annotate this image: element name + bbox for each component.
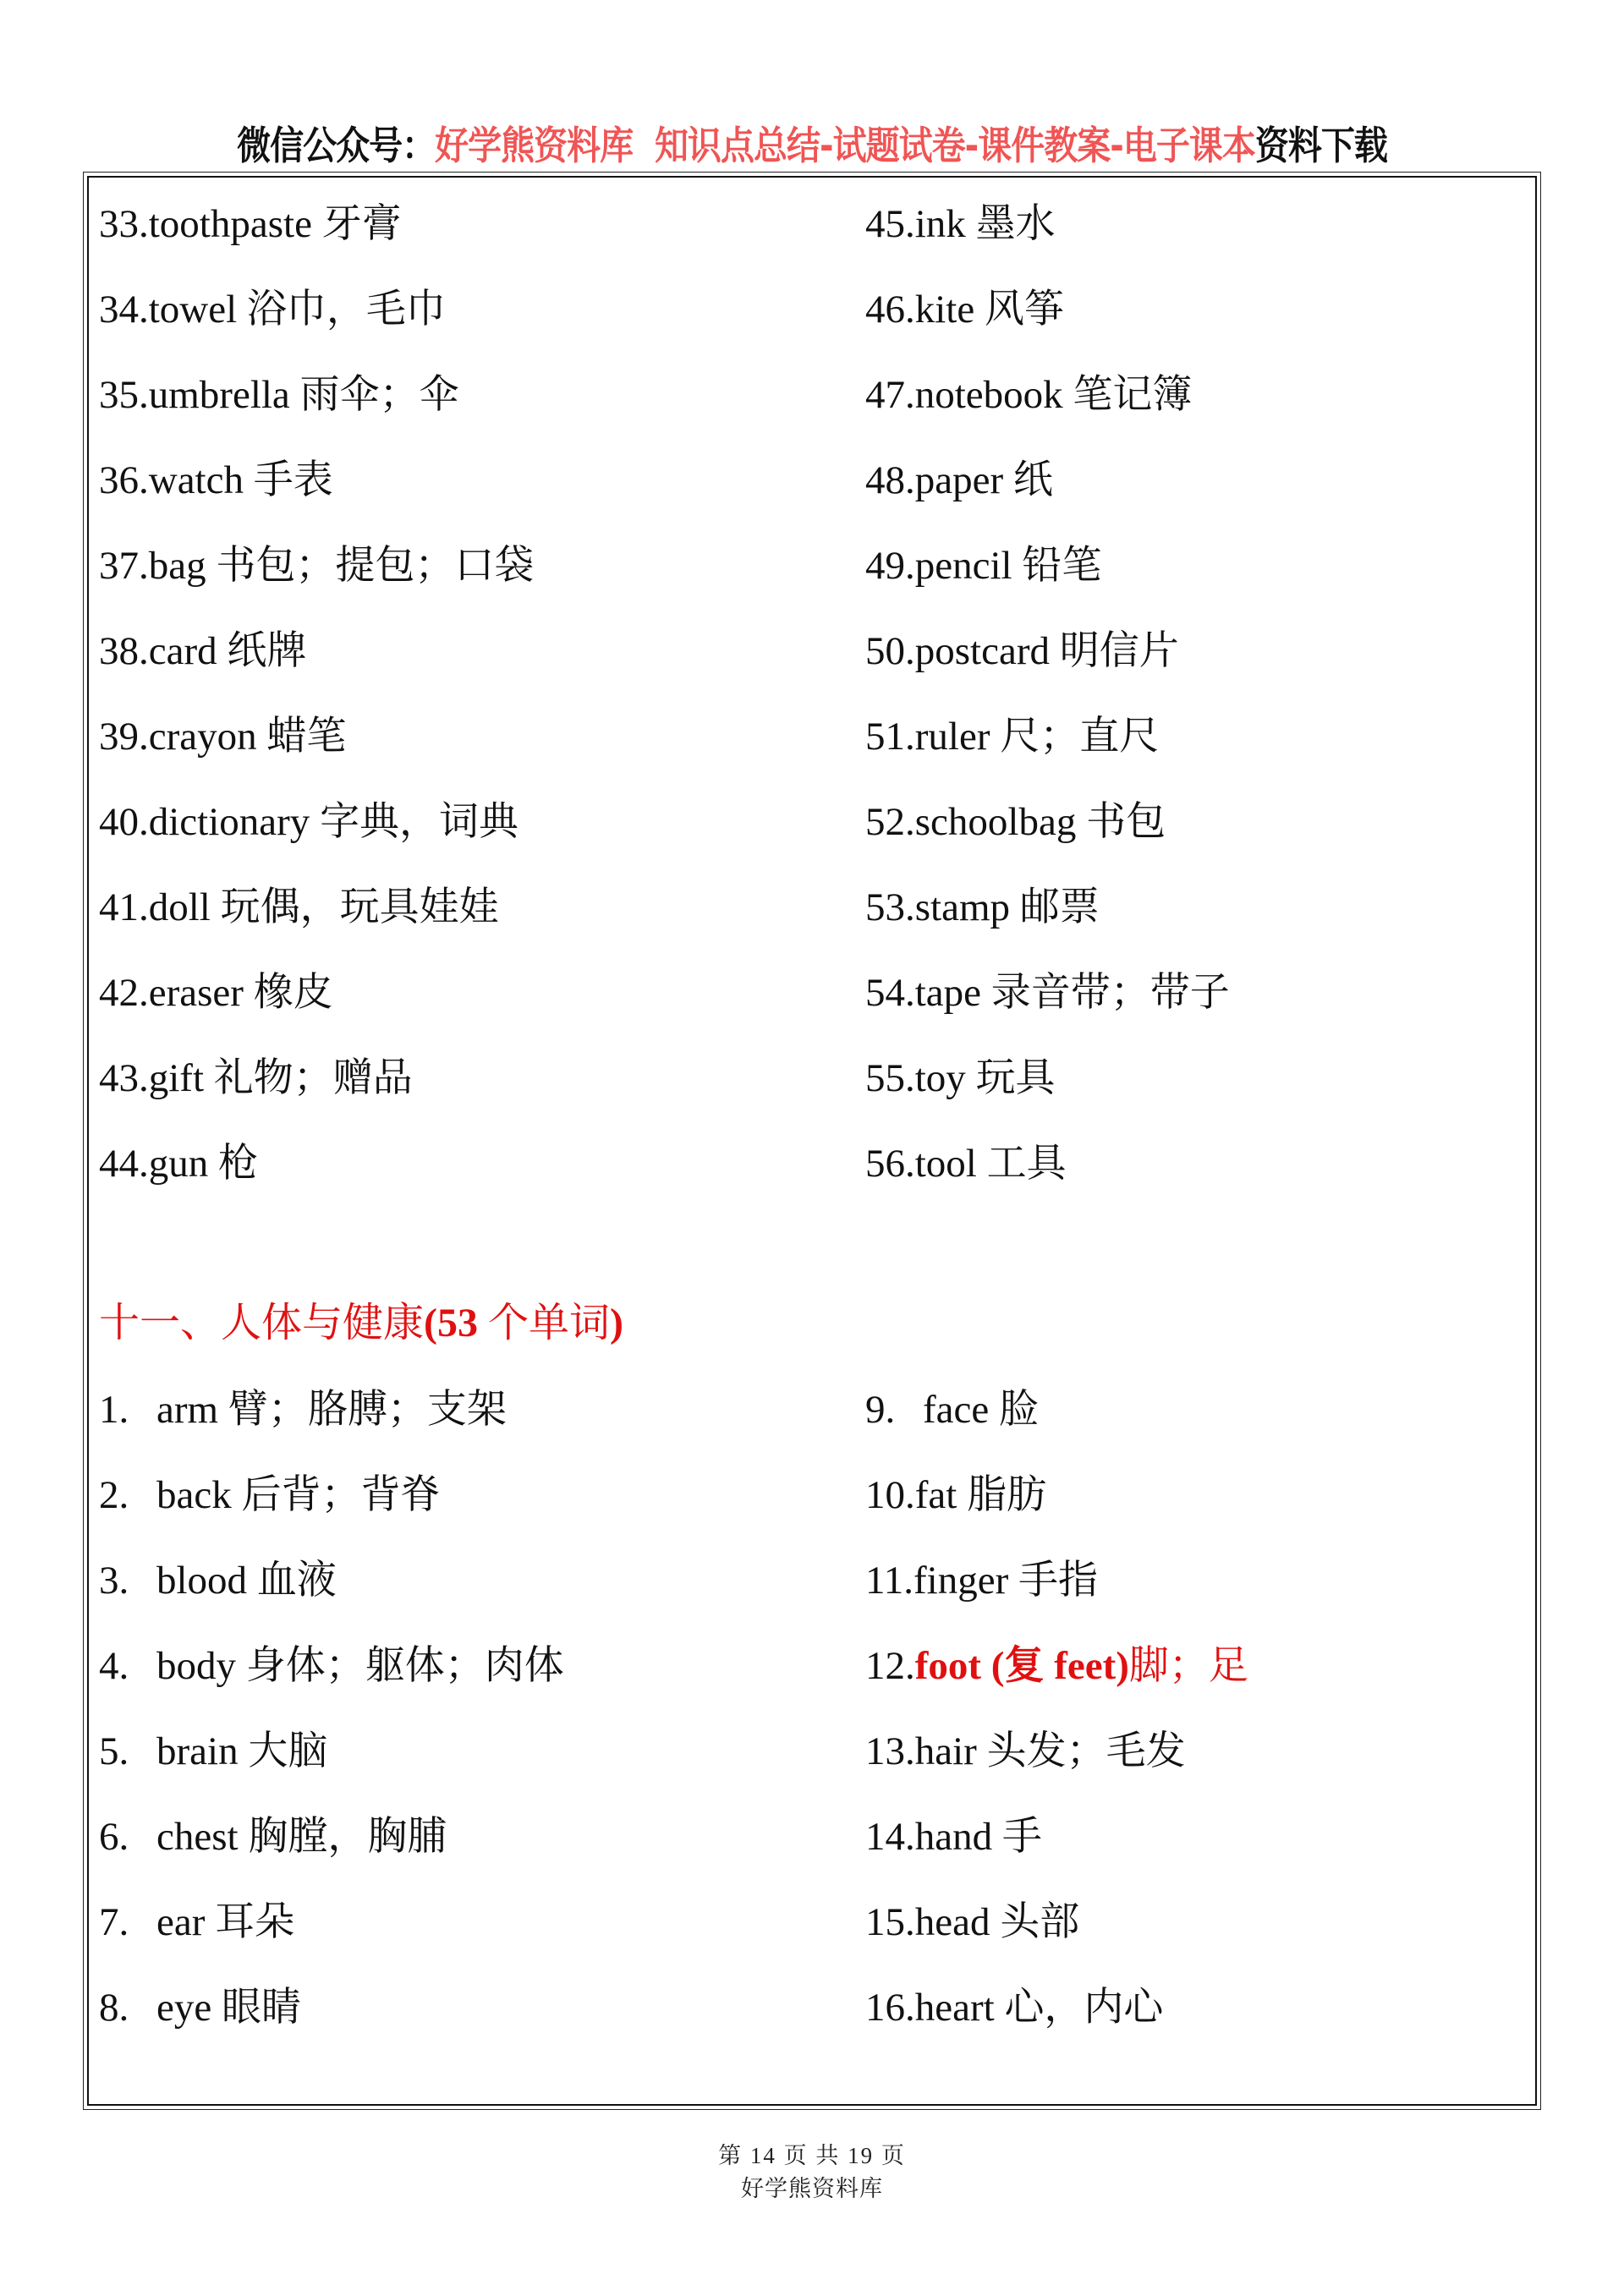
- entry-word: toy: [914, 1056, 966, 1100]
- vocab-entry: [99, 1726, 327, 1777]
- entry-word: dictionary: [148, 800, 310, 844]
- entry-word: head: [914, 1900, 990, 1944]
- vocab-entry: [865, 1384, 1039, 1435]
- entry-number: 41.: [99, 885, 149, 929]
- vocab-entry: [99, 540, 534, 591]
- entry-meaning: 笔记簿: [1073, 373, 1193, 417]
- vocab-entry: [99, 199, 402, 249]
- vocab-entry: [99, 1138, 258, 1189]
- entry-number: 35.: [99, 373, 149, 417]
- vocab-entry: [99, 626, 306, 677]
- vocab-entry: [865, 1138, 1067, 1189]
- entry-number: 7.: [99, 1900, 129, 1944]
- entry-meaning: 脂肪: [967, 1473, 1047, 1517]
- vocab-entry: [865, 1811, 1042, 1862]
- entry-meaning: 牙膏: [321, 202, 402, 246]
- entry-word: tool: [914, 1142, 977, 1186]
- entry-meaning: 书包；提包；口袋: [216, 544, 535, 588]
- entry-number: 6.: [99, 1815, 129, 1859]
- entry-meaning: 玩具: [975, 1056, 1056, 1100]
- header-banner: [0, 120, 1624, 173]
- entry-number: 50.: [865, 629, 915, 673]
- entry-number: 8.: [99, 1986, 129, 2030]
- vocab-entry: [865, 1726, 1186, 1777]
- entry-meaning: 手表: [253, 458, 333, 502]
- entry-word: toothpaste: [148, 202, 312, 246]
- entry-meaning: 蜡笔: [266, 715, 347, 759]
- entry-word: ear: [156, 1900, 206, 1944]
- vocab-entry: [99, 797, 518, 847]
- entry-word: watch: [148, 458, 244, 502]
- section-title-text: 十一、人体与健康: [99, 1301, 425, 1345]
- footer-brand: 好学熊资料库: [741, 2176, 883, 2201]
- entry-number: 51.: [865, 715, 915, 759]
- entry-number: 48.: [865, 458, 915, 502]
- entry-word: ink: [914, 202, 966, 246]
- entry-meaning: 胸膛，胸脯: [248, 1815, 447, 1859]
- entry-number: 4.: [99, 1644, 129, 1688]
- vocab-entry: [865, 797, 1166, 847]
- entry-number: 11.: [865, 1559, 914, 1603]
- entry-word: postcard: [914, 629, 1050, 673]
- entry-meaning: 纸: [1012, 458, 1053, 502]
- vocab-entry: [99, 711, 346, 762]
- entry-word: hand: [914, 1815, 993, 1859]
- entry-number: 54.: [865, 971, 915, 1015]
- entry-word: card: [148, 629, 217, 673]
- entry-word: eye: [156, 1986, 212, 2030]
- entry-word: doll: [148, 885, 211, 929]
- vocab-entry: [865, 284, 1064, 335]
- entry-meaning: 墨水: [975, 202, 1056, 246]
- entry-word: chest: [156, 1815, 239, 1859]
- banner-prefix: 微信公众号：: [237, 123, 436, 169]
- entry-meaning: 雨伞；伞: [299, 373, 459, 417]
- vocab-entry: [865, 1982, 1163, 2033]
- entry-meaning: 脚；足: [1128, 1644, 1248, 1688]
- entry-word: pencil: [914, 544, 1012, 588]
- vocab-entry: [865, 1555, 1098, 1606]
- entry-number: 49.: [865, 544, 915, 588]
- entry-meaning: 臂；胳膊；支架: [228, 1388, 507, 1432]
- vocab-entry: [99, 370, 459, 420]
- entry-word: ruler: [914, 715, 990, 759]
- section-count-unit: 个单词: [478, 1301, 611, 1345]
- vocab-entry: [99, 1555, 337, 1606]
- entry-word: face: [923, 1388, 990, 1432]
- entry-meaning: 后背；背脊: [241, 1473, 441, 1517]
- entry-word: body: [156, 1644, 236, 1688]
- entry-word: fat: [914, 1473, 957, 1517]
- vocab-entry: [865, 370, 1192, 420]
- entry-number: 14.: [865, 1815, 915, 1859]
- entry-meaning: 脸: [998, 1388, 1039, 1432]
- entry-word: stamp: [914, 885, 1011, 929]
- entry-word: heart: [914, 1986, 995, 2030]
- banner-suffix: 资料下载: [1254, 123, 1387, 169]
- entry-word: gift: [148, 1056, 205, 1100]
- vocab-entry: [99, 1982, 301, 2033]
- entry-number: 34.: [99, 288, 149, 332]
- entry-number: 52.: [865, 800, 915, 844]
- vocab-entry: [865, 882, 1100, 933]
- entry-meaning: 心，内心: [1004, 1986, 1164, 2030]
- entry-number: 9.: [865, 1388, 896, 1432]
- entry-word: umbrella: [148, 373, 290, 417]
- entry-meaning: 铅笔: [1022, 544, 1102, 588]
- banner-gap: [633, 124, 655, 169]
- banner-brand: 好学熊资料库: [435, 123, 634, 169]
- entry-word: notebook: [914, 373, 1063, 417]
- vocab-entry: [865, 1897, 1079, 1948]
- entry-number: 53.: [865, 885, 915, 929]
- entry-meaning: 手: [1001, 1815, 1042, 1859]
- entry-number: 16.: [865, 1986, 915, 2030]
- entry-word: schoolbag: [914, 800, 1077, 844]
- vocab-entry: [99, 455, 333, 506]
- entry-meaning: 录音带；带子: [990, 971, 1230, 1015]
- entry-meaning: 浴巾，毛巾: [246, 288, 446, 332]
- entry-word: bag: [148, 544, 206, 588]
- entry-word: brain: [156, 1729, 239, 1773]
- entry-word: gun: [148, 1142, 209, 1186]
- entry-number: 2.: [99, 1473, 129, 1517]
- vocab-entry: [865, 540, 1101, 591]
- entry-number: 33.: [99, 202, 149, 246]
- entry-number: 37.: [99, 544, 149, 588]
- section-count-close: ): [610, 1301, 623, 1345]
- page-number: 第 14 页 共 19 页: [718, 2143, 906, 2168]
- entry-word: eraser: [148, 971, 244, 1015]
- entry-number: 12.: [865, 1644, 915, 1688]
- vocab-entry: [99, 1053, 413, 1104]
- entry-word: hair: [914, 1729, 977, 1773]
- entry-number: 44.: [99, 1142, 149, 1186]
- entry-number: 42.: [99, 971, 149, 1015]
- entry-meaning: 手指: [1018, 1559, 1098, 1603]
- vocab-entry-highlighted: [865, 1641, 1248, 1691]
- entry-number: 46.: [865, 288, 915, 332]
- entry-number: 10.: [865, 1473, 915, 1517]
- entry-word: paper: [914, 458, 1004, 502]
- vocab-entry: [99, 1641, 564, 1691]
- section-heading: [99, 1296, 623, 1351]
- entry-number: 56.: [865, 1142, 915, 1186]
- entry-meaning: 枪: [218, 1142, 258, 1186]
- entry-meaning: 玩偶，玩具娃娃: [220, 885, 499, 929]
- vocab-entry: [99, 284, 446, 335]
- entry-number: 36.: [99, 458, 149, 502]
- entry-meaning: 风筝: [984, 288, 1064, 332]
- vocab-entry: [99, 1384, 507, 1435]
- vocab-entry: [865, 967, 1230, 1018]
- entry-number: 15.: [865, 1900, 915, 1944]
- entry-number: 13.: [865, 1729, 915, 1773]
- vocab-entry: [99, 967, 333, 1018]
- entry-word: kite: [914, 288, 975, 332]
- vocab-entry: [865, 455, 1053, 506]
- entry-meaning: 头发；毛发: [986, 1729, 1186, 1773]
- entry-word: foot (复 feet): [914, 1644, 1129, 1688]
- entry-number: 43.: [99, 1056, 149, 1100]
- entry-meaning: 字典，词典: [320, 800, 519, 844]
- entry-meaning: 书包: [1086, 800, 1166, 844]
- entry-meaning: 身体；躯体；肉体: [245, 1644, 564, 1688]
- vocab-entry: [865, 1053, 1056, 1104]
- entry-number: 38.: [99, 629, 149, 673]
- entry-meaning: 邮票: [1019, 885, 1100, 929]
- vocab-entry: [865, 1470, 1046, 1521]
- entry-word: crayon: [148, 715, 257, 759]
- entry-meaning: 血液: [256, 1559, 337, 1603]
- vocab-entry: [99, 1811, 447, 1862]
- vocab-entry: [865, 199, 1056, 249]
- entry-meaning: 尺；直尺: [1000, 715, 1160, 759]
- entry-number: 40.: [99, 800, 149, 844]
- entry-meaning: 工具: [986, 1142, 1067, 1186]
- entry-number: 55.: [865, 1056, 915, 1100]
- entry-meaning: 眼睛: [221, 1986, 301, 2030]
- entry-meaning: 耳朵: [215, 1900, 295, 1944]
- vocab-entry: [99, 882, 499, 933]
- entry-meaning: 大脑: [248, 1729, 328, 1773]
- entry-word: back: [156, 1473, 232, 1517]
- entry-number: 47.: [865, 373, 915, 417]
- vocab-entry: [865, 626, 1179, 677]
- entry-number: 5.: [99, 1729, 129, 1773]
- section-word-count: (53: [424, 1301, 478, 1345]
- entry-meaning: 礼物；赠品: [213, 1056, 413, 1100]
- entry-number: 39.: [99, 715, 149, 759]
- entry-word: arm: [156, 1388, 219, 1432]
- entry-number: 3.: [99, 1559, 129, 1603]
- vocab-entry: [865, 711, 1159, 762]
- entry-word: tape: [914, 971, 982, 1015]
- banner-topics: 知识点总结-试题试卷-课件教案-电子课本: [655, 123, 1255, 169]
- entry-meaning: 橡皮: [253, 971, 333, 1015]
- entry-meaning: 纸牌: [227, 629, 307, 673]
- entry-meaning: 明信片: [1059, 629, 1179, 673]
- entry-word: finger: [914, 1559, 1009, 1603]
- entry-word: blood: [156, 1559, 248, 1603]
- entry-meaning: 头部: [1000, 1900, 1080, 1944]
- entry-word: towel: [148, 288, 238, 332]
- entry-number: 1.: [99, 1388, 129, 1432]
- entry-number: 45.: [865, 202, 915, 246]
- vocab-entry: [99, 1897, 294, 1948]
- vocab-entry: [99, 1470, 440, 1521]
